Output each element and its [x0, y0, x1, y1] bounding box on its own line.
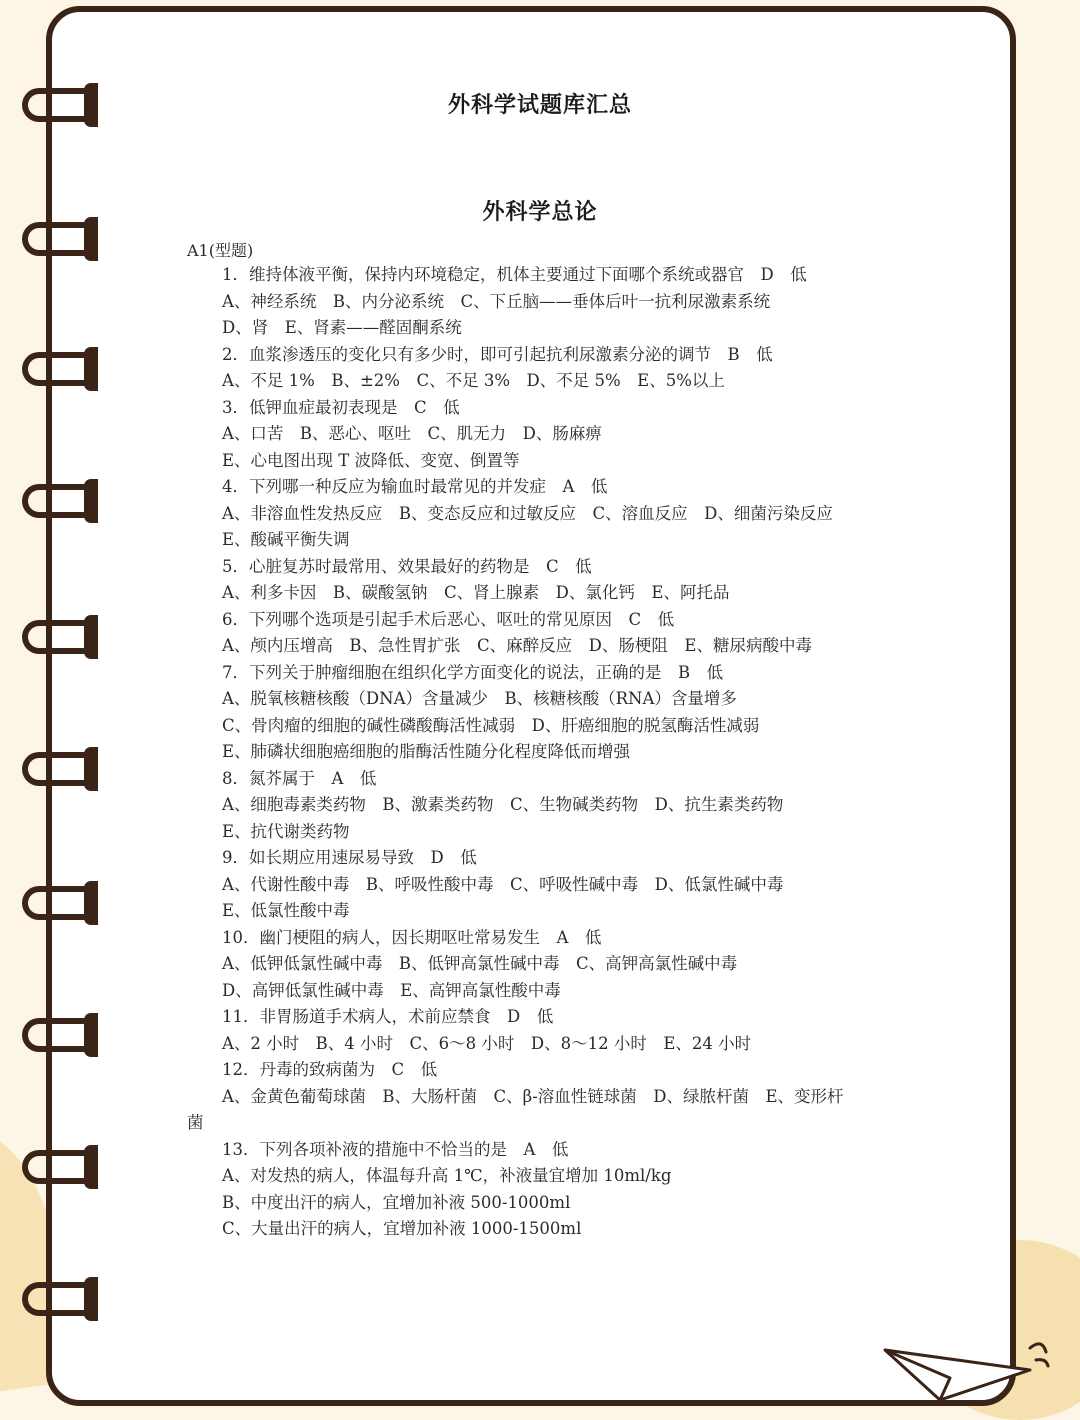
- section-title: 外科学总论: [482, 199, 598, 225]
- text-line: C、大量出汗的病人，宜增加补液 1000-1500ml: [222, 1219, 582, 1238]
- text-line: 12．丹毒的致病菌为 C 低: [222, 1060, 438, 1079]
- text-line: 7．下列关于肿瘤细胞在组织化学方面变化的说法，正确的是 B 低: [222, 662, 724, 682]
- text-line: A、细胞毒素类药物 B、激素类药物 C、生物碱类药物 D、抗生素类药物: [222, 795, 784, 814]
- text-line: A、神经系统 B、内分泌系统 C、下丘脑——垂体后叶一抗利尿激素系统: [222, 291, 771, 311]
- text-line: A、2 小时 B、4 小时 C、6～8 小时 D、8～12 小时 E、24 小时: [222, 1033, 752, 1053]
- text-line: A、低钾低氯性碱中毒 B、低钾高氯性碱中毒 C、高钾高氯性碱中毒: [222, 954, 738, 973]
- text-line: A、利多卡因 B、碳酸氢钠 C、肾上腺素 D、氯化钙 E、阿托品: [222, 583, 730, 602]
- text-line: A、对发热的病人，体温每升高 1℃，补液量宜增加 10ml/kg: [222, 1166, 672, 1185]
- text-line: 9．如长期应用速尿易导致 D 低: [222, 848, 477, 867]
- text-line: 1．维持体液平衡，保持内环境稳定，机体主要通过下面哪个系统或器官 D 低: [222, 265, 807, 284]
- text-line: 6．下列哪个选项是引起手术后恶心、呕吐的常见原因 C 低: [222, 609, 675, 629]
- question-type-label: A1(型题): [187, 241, 254, 260]
- paper-plane-icon: [880, 1330, 1050, 1400]
- text-line: E、肺磷状细胞癌细胞的脂酶活性随分化程度降低而增强: [222, 742, 631, 761]
- text-line: A、非溶血性发热反应 B、变态反应和过敏反应 C、溶血反应 D、细菌污染反应: [222, 503, 833, 523]
- text-line: B、中度出汗的病人，宜增加补液 500-1000ml: [222, 1192, 571, 1212]
- text-line: 5．心脏复苏时最常用、效果最好的药物是 C 低: [222, 556, 592, 576]
- text-line: 10．幽门梗阻的病人，因长期呕吐常易发生 A 低: [222, 927, 602, 947]
- text-line: C、骨肉瘤的细胞的碱性磷酸酶活性减弱 D、肝癌细胞的脱氢酶活性减弱: [222, 715, 760, 735]
- text-line: 13．下列各项补液的措施中不恰当的是 A 低: [222, 1139, 569, 1159]
- text-line: D、高钾低氯性碱中毒 E、高钾高氯性酸中毒: [222, 980, 561, 1000]
- question-list: [0, 262, 1080, 1243]
- text-line: 4．下列哪一种反应为输血时最常见的并发症 A 低: [222, 477, 608, 496]
- text-line: E、低氯性酸中毒: [222, 901, 350, 920]
- text-line: 11．非胃肠道手术病人，术前应禁食 D 低: [222, 1007, 554, 1026]
- text-line: E、抗代谢类药物: [222, 821, 350, 841]
- text-line: A、口苦 B、恶心、呕吐 C、肌无力 D、肠麻痹: [222, 424, 602, 443]
- text-line: A、代谢性酸中毒 B、呼吸性酸中毒 C、呼吸性碱中毒 D、低氯性碱中毒: [222, 874, 784, 894]
- text-line: 菌: [187, 1113, 204, 1132]
- document-title: 外科学试题库汇总: [447, 92, 632, 118]
- text-line: E、酸碱平衡失调: [222, 530, 350, 549]
- text-line: 2．血浆渗透压的变化只有多少时，即可引起抗利尿激素分泌的调节 B 低: [222, 344, 773, 364]
- text-line: A、不足 1% B、±2% C、不足 3% D、不足 5% E、5%以上: [222, 371, 725, 390]
- text-line: A、颅内压增高 B、急性胃扩张 C、麻醉反应 D、肠梗阻 E、糖尿病酸中毒: [222, 636, 812, 655]
- text-line: 8．氮芥属于 A 低: [222, 768, 377, 788]
- text-line: E、心电图出现 T 波降低、变宽、倒置等: [222, 450, 520, 470]
- text-line: A、金黄色葡萄球菌 B、大肠杆菌 C、β-溶血性链球菌 D、绿脓杆菌 E、变形杆: [222, 1086, 844, 1106]
- text-line: A、脱氧核糖核酸（DNA）含量减少 B、核糖核酸（RNA）含量增多: [222, 689, 737, 708]
- text-line: 3．低钾血症最初表现是 C 低: [222, 397, 460, 417]
- text-line: D、肾 E、肾素——醛固酮系统: [222, 318, 462, 337]
